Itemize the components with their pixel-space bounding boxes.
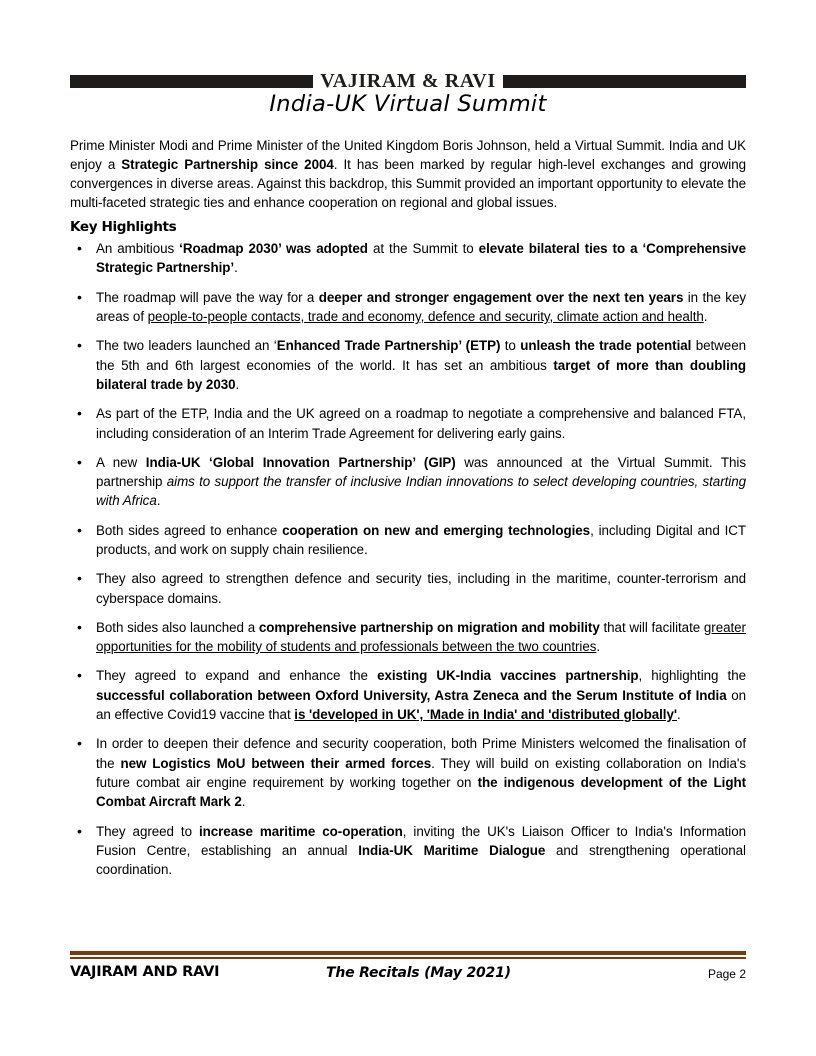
footer-publication: The Recitals (May 2021): [326, 965, 511, 981]
bullet-3-text-1: The two leaders launched an ‘: [96, 338, 277, 354]
bullet-5-bold-1: India-UK ‘Global Innovation Partnership’ (GIP): [145, 454, 456, 470]
intro-paragraph: [70, 136, 746, 212]
bullet-3-bold-2: unleash the trade potential: [520, 338, 692, 354]
bullet-9-text-3: on an effective Covid19 vaccine that: [96, 687, 746, 723]
bullet-5-text-2: was announced at the Virtual Summit. This partnership: [96, 454, 746, 490]
masthead: [70, 71, 746, 91]
bullet-2-text-2: in the key areas of: [96, 289, 746, 325]
list-item: [70, 288, 746, 327]
bullet-8-text-2: that will facilitate: [599, 619, 704, 635]
bullet-10-bold-2: the indigenous development of the Light Combat Aircraft Mark 2: [96, 774, 747, 810]
list-item: [70, 404, 746, 443]
bullet-4-text-1: As part of the ETP, India and the UK agreed on a roadmap to negotiate a comprehensive and balanced FTA, including consideration of an Interim Trade Agreement for delivering early gains.: [96, 406, 746, 441]
list-item: [70, 239, 746, 278]
bullet-1-bold-1: ‘Roadmap 2030’ was adopted: [179, 241, 368, 257]
bullet-9-text-2: , highlighting the: [638, 668, 747, 684]
bullet-1-text-3: .: [234, 260, 238, 276]
document-content: [70, 136, 746, 889]
bullet-11-bold-2: India-UK Maritime Dialogue: [358, 842, 546, 858]
bullet-9-text-4: .: [677, 707, 681, 723]
bullet-1-text-2: at the Summit to: [367, 241, 479, 257]
list-item: [70, 618, 746, 657]
bullet-10-text-3: .: [241, 794, 246, 810]
bullet-9-bold-2: successful collaboration between Oxford University, Astra Zeneca and the Serum Institute of India: [96, 687, 727, 703]
bullet-6-text-1: Both sides agreed to enhance: [96, 522, 283, 538]
list-item: [70, 336, 746, 394]
masthead-bar-right: [503, 75, 746, 88]
footer-page-number: Page 2: [707, 967, 746, 981]
bullet-5-text-3: .: [156, 493, 161, 509]
bullet-2-bold-1: deeper and stronger engagement over the next ten years: [318, 289, 684, 305]
bullet-9-text-1: They agreed to expand and enhance the: [96, 668, 378, 684]
bullet-7-text-1: They also agreed to strengthen defence and security ties, including in the maritime, counter-terrorism and cyberspace domains.: [96, 571, 746, 606]
footer-brand: VAJIRAM AND RAVI: [70, 964, 220, 980]
footer-rule-thin: [70, 957, 746, 959]
footer-divider: [70, 951, 746, 959]
bullet-11-text-3: and strengthening operational coordination.: [96, 842, 746, 878]
bullet-8-bold-1: comprehensive partnership on migration and mobility: [258, 619, 600, 635]
bullet-3-bold-3: target of more than doubling bilateral trade by 2030: [96, 357, 747, 392]
list-item: [70, 734, 746, 811]
bullet-11-bold-1: increase maritime co-operation: [198, 823, 403, 839]
bullet-2-underline-1: people-to-people contacts, trade and economy, defence and security, climate action and health: [147, 309, 704, 325]
bullet-10-bold-1: new Logistics MoU between their armed forces: [120, 755, 432, 771]
page-title: India-UK Virtual Summit: [269, 91, 547, 117]
bullet-1-bold-2: elevate bilateral ties to a ‘Comprehensive Strategic Partnership’: [96, 241, 746, 276]
bullet-6-text-2: , including Digital and ICT products, and work on supply chain resilience.: [96, 522, 746, 557]
bullet-10-text-1: In order to deepen their defence and security cooperation, both Prime Ministers welcomed the finalisation of the: [96, 736, 746, 771]
bullet-8-text-3: .: [596, 639, 601, 655]
intro-text-2: . It has been marked by regular high-level exchanges and growing convergences in diverse areas. Against this backdrop, this Summit provided an important opportunity to elevate the multi-faceted strategic ties and enhance cooperation on regional and global issues.: [70, 157, 746, 211]
bullet-5-italic-1: aims to support the transfer of inclusive Indian innovations to select developing countries, starting with Africa: [96, 474, 746, 509]
masthead-brand-name: VAJIRAM & RAVI: [320, 70, 496, 92]
bullet-8-text-1: Both sides also launched a: [96, 619, 259, 635]
list-item: [70, 521, 746, 560]
bullet-9-bold-underline-1: is 'developed in UK', 'Made in India' and 'distributed globally': [294, 707, 678, 723]
bullet-3-text-3: between the 5th and 6th largest economies of the world. It has set an ambitious: [96, 338, 746, 373]
bullet-11-text-2: , inviting the UK's Liaison Officer to India's Information Fusion Centre, establishing an annual: [96, 823, 746, 858]
bullet-2-text-1: The roadmap will pave the way for a: [96, 289, 319, 305]
bullet-3-text-4: .: [235, 376, 240, 392]
list-item: [70, 822, 746, 880]
page-footer: [70, 964, 746, 984]
bullet-8-underline-1: greater opportunities for the mobility of students and professionals between the two countries: [96, 619, 746, 655]
key-highlights-list: [70, 239, 746, 879]
list-item: [70, 666, 746, 724]
bullet-3-text-2: to: [500, 338, 521, 354]
bullet-2-text-3: .: [703, 309, 708, 325]
bullet-10-text-2: . They will build on existing collaboration on India's future combat air engine requirement by working together on: [96, 755, 747, 790]
intro-bold-strategic-partnership: Strategic Partnership since 2004: [121, 157, 334, 173]
bullet-1-text-1: An ambitious: [96, 241, 180, 257]
list-item: [70, 569, 746, 608]
bullet-11-text-1: They agreed to: [96, 823, 199, 839]
masthead-bar-left: [70, 75, 313, 88]
bullet-9-bold-1: existing UK-India vaccines partnership: [377, 668, 639, 684]
intro-text-1: Prime Minister Modi and Prime Minister of the United Kingdom Boris Johnson, held a Virtual Summit. India and UK enjoy a: [70, 138, 746, 173]
bullet-6-bold-1: cooperation on new and emerging technologies: [282, 522, 591, 538]
list-item: [70, 453, 746, 511]
bullet-3-bold-1: Enhanced Trade Partnership’ (ETP): [276, 338, 501, 354]
bullet-5-text-1: A new: [96, 454, 146, 470]
section-heading-key-highlights: Key Highlights: [70, 219, 177, 236]
